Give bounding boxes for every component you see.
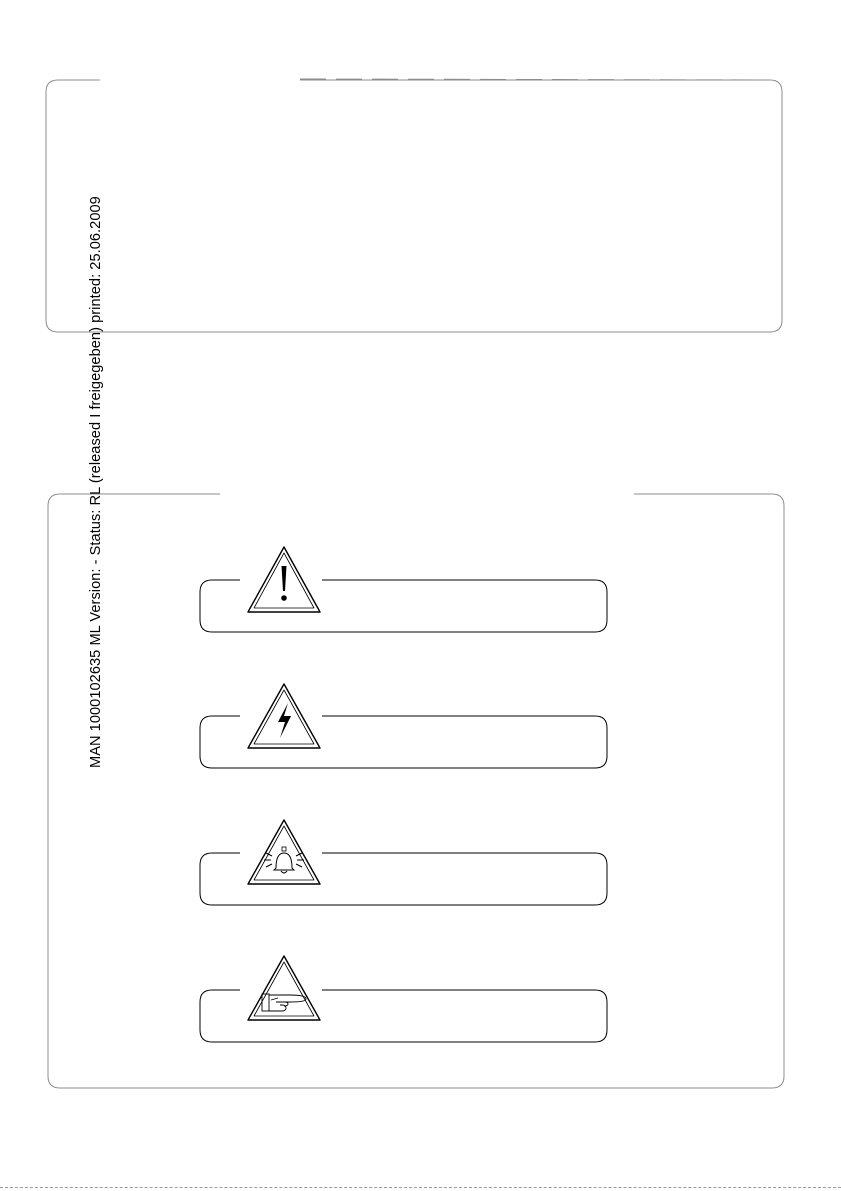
electrical-hazard-lightning-icon: [248, 684, 320, 748]
lower-content-frame: [48, 494, 784, 1088]
alarm-symbol-bar: [200, 820, 607, 905]
electrical-hazard-symbol-bar: [200, 684, 607, 768]
document-status-note: MAN 1000102635 ML Version: - Status: RL (released I freigegeben) printed: 25.06.2009: [88, 196, 104, 768]
alarm-bell-icon: [248, 820, 320, 884]
warning-symbol-bar: [200, 547, 607, 632]
note-symbol-bar: [200, 956, 607, 1042]
upper-content-frame: [46, 79, 782, 332]
warning-exclamation-icon: [248, 547, 320, 612]
pointing-hand-note-icon: [248, 956, 320, 1020]
page-bottom-rule: [0, 1187, 841, 1188]
